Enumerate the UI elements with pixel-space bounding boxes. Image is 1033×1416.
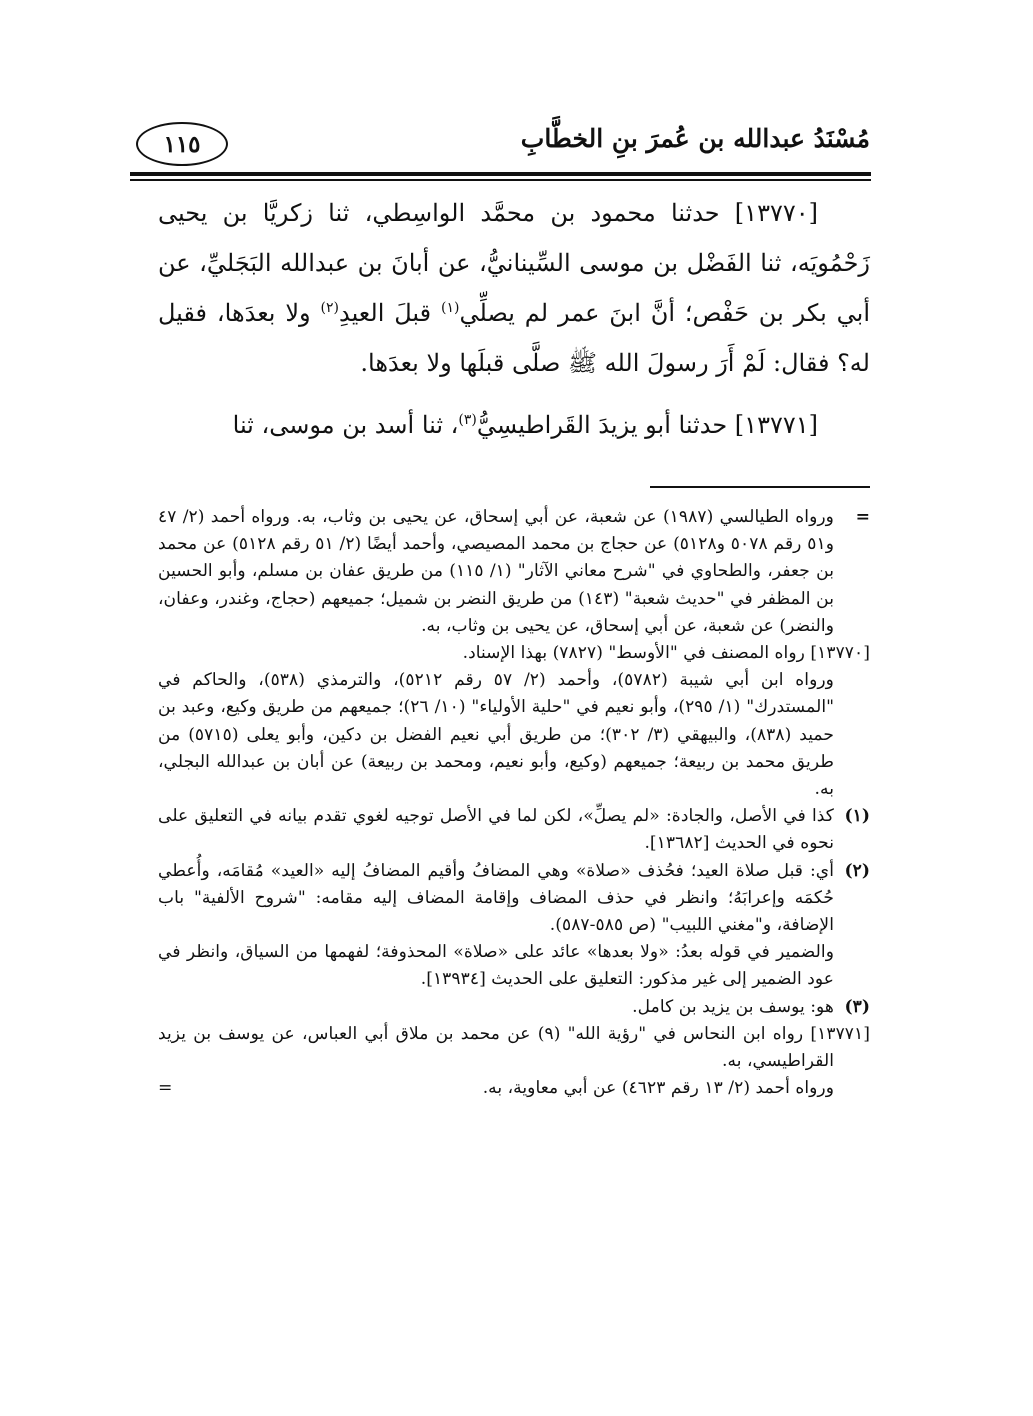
footnote-number: (١): [844, 806, 870, 827]
hadith-text: ولا بعدَها، فقيل له؟ فقال: لَمْ أَرَ رسولَ الله ﷺ صلَّى قبلَها ولا بعدَها.: [158, 299, 870, 377]
footnote-2-continued: والضمير في قوله بعدُ: «ولا بعدها» عائد على «صلاة» المحذوفة؛ لفهمها من السياق، وانظر في عود الضمير إلى غير مذكور: التعليق على الحديث [١٣٩٣٤].: [158, 942, 834, 990]
footnote-3: [158, 994, 870, 1021]
footnote-text: كذا في الأصل، والجادة: «لم يصلِّ»، لكن لما في الأصل توجيه لغوي تقدم بيانه في التعليق على نحوه في الحديث [١٣٦٨٢].: [158, 806, 834, 854]
hadith-13771: [158, 400, 870, 450]
footnotes: [158, 504, 870, 1102]
footnote-2: [158, 858, 870, 940]
footnote-number: (٣): [844, 996, 870, 1017]
main-text: [158, 188, 870, 450]
footnote-ref-1: (١): [441, 300, 460, 316]
hadith-text: [١٣٧٧١] حدثنا أبو يزيدَ القَراطيسِيُّ: [476, 411, 818, 439]
footnote-text: ورواه أحمد (٢/ ١٣ رقم ٤٦٢٣) عن أبي معاوية، به.: [482, 1078, 834, 1099]
footnote-continued: [158, 504, 870, 640]
hadith-text: [١٣٧٧٠] حدثنا محمود بن محمَّد الواسِطي، ثنا زكريَّا بن يحيى زَحْمُويَه، ثنا الفَضْل بن موسى السِّينانيُّ، عن أبانَ بن عبدالله البَجَليِّ، عن أبي بكر بن حَفْص؛ أنَّ ابنَ عمر لم يصلِّي: [158, 199, 871, 327]
footnote-hadith-13771-sources: [158, 1075, 870, 1102]
header-rule-thick: [130, 172, 871, 176]
footnote-text: ورواه الطيالسي (١٩٨٧) عن شعبة، عن أبي إسحاق، عن يحيى بن وثاب، به. ورواه أحمد (٢/ ٤٧ و٥١ رقم ٥٠٧٨ و٥١٢٨) عن حجاج بن محمد المصيصي، وأحمد أيضًا (٢/ ٥١ رقم ٥١٢٨) عن محمد بن جعفر، والطحاوي في "شرح معاني الآثار" (١/ ١١٥) من طريق عفان بن مسلم، وأبو الحسين بن المظفر في "حديث شعبة" (١٤٣) من طريق النضر بن شميل؛ جميعهم (حجاج، وغندر، وعفان، والنضر) عن شعبة، عن أبي إسحاق، عن يحيى بن وثاب، به.: [158, 507, 835, 636]
hadith-text: ، ثنا أسد بن موسى، ثنا: [232, 411, 459, 439]
hadith-text: قبلَ العيدِ: [338, 299, 442, 327]
footnote-hadith-13770: [١٣٧٧٠] رواه المصنف في "الأوسط" (٧٨٢٧) بهذا الإسناد.: [462, 643, 870, 664]
footnote-1: [158, 803, 870, 857]
footnote-ref-2: (٢): [320, 300, 339, 316]
running-title: مُسْنَدُ عبدالله بن عُمرَ بنِ الخطَّابِ: [520, 124, 870, 153]
footnote-separator: [650, 486, 870, 488]
footnote-number: (٢): [844, 860, 870, 881]
continuation-mark: =: [158, 1078, 173, 1099]
page-number-badge: ١١٥: [136, 122, 228, 166]
hadith-13770: [158, 188, 870, 388]
footnote-hadith-13771: [١٣٧٧١] رواه ابن النحاس في "رؤية الله" (٩) عن محمد بن ملاق أبي العباس، عن يوسف بن يزيد القراطيسي، به.: [158, 1023, 870, 1072]
footnote-ref-3: (٣): [458, 412, 477, 428]
page-header: [130, 118, 870, 176]
footnote-text: أي: قبل صلاة العيد؛ فحُذف «صلاة» وهي المضافُ وأقيم المضافُ إليه «العيد» مُقامَه، وأُعطي حُكمَه وإعرابَهُ؛ وانظر في حذف المضاف وإقامة المضاف إليه مقامه: "شروح الألفية" باب الإضافة، و"مغني اللبيب" (ص ٥٨٥-٥٨٧).: [158, 860, 834, 936]
footnote-text: هو: يوسف بن يزيد بن كامل.: [632, 996, 834, 1017]
continuation-mark: =: [855, 507, 870, 527]
footnote-hadith-13770-sources: ورواه ابن أبي شيبة (٥٧٨٢)، وأحمد (٢/ ٥٧ رقم ٥٢١٢)، والترمذي (٥٣٨)، والحاكم في "المستدرك" (١/ ٢٩٥)، وأبو نعيم في "حلية الأولياء" (١٠/ ٢٦)؛ جميعهم من طريق وكيع، وعبد بن حميد (٨٣٨)، والبيهقي (٣/ ٣٠٢)؛ من طريق أبي نعيم الفضل بن دكين، وأبو يعلى (٥٧١٥) من طريق محمد بن ربيعة؛ جميعهم (وكيع، وأبو نعيم، ومحمد بن ربيعة) عن أبان بن عبدالله البجلي، به.: [158, 670, 834, 800]
header-rule-thin: [130, 179, 871, 181]
